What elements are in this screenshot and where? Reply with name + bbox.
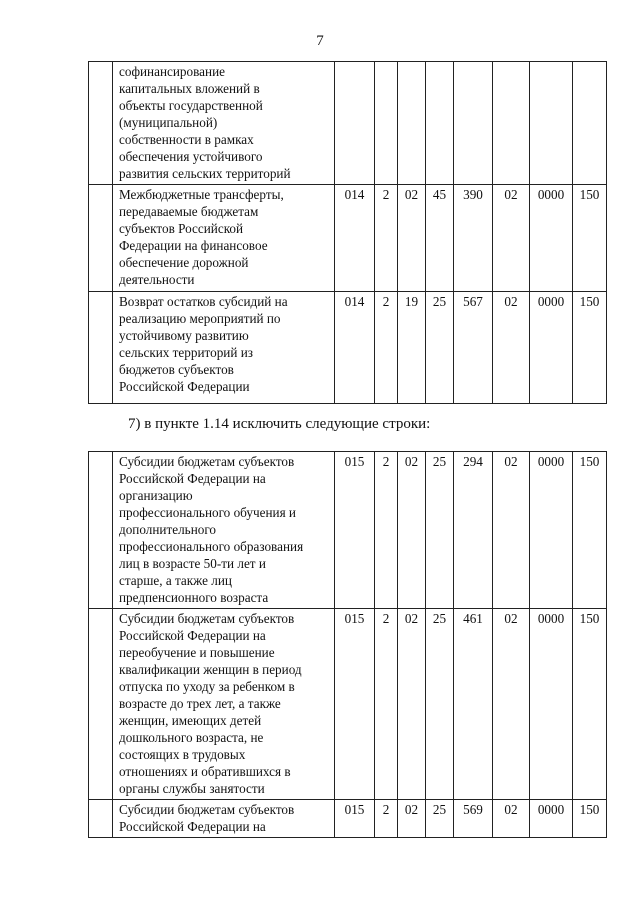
- row-number-cell: [89, 800, 113, 838]
- classification-code-cell: [573, 62, 607, 185]
- group-code-cell: 2: [375, 292, 398, 404]
- row-number-cell: [89, 292, 113, 404]
- subarticle-code-cell: 569: [454, 800, 493, 838]
- element-code-cell: 02: [493, 292, 530, 404]
- subgroup-code-cell: 02: [398, 185, 426, 292]
- description-cell: Возврат остатков субсидий на реализацию мероприятий по устойчивому развитию сельских территорий из бюджетов субъектов Российской Федерации: [113, 292, 335, 404]
- admin-code-cell: [335, 62, 375, 185]
- table-row: [89, 452, 607, 609]
- group-code-cell: 2: [375, 800, 398, 838]
- subarticle-code-cell: 461: [454, 609, 493, 800]
- element-code-cell: 02: [493, 452, 530, 609]
- classification-code-cell: 150: [573, 452, 607, 609]
- program-code-cell: 0000: [530, 185, 573, 292]
- table-row: [89, 62, 607, 185]
- classification-code-cell: 150: [573, 800, 607, 838]
- description-cell: Субсидии бюджетам субъектов Российской Федерации на организацию профессионального обучения и дополнительного профессионального образования лиц в возрасте 50-ти лет и старше, а также лиц предпенсионного возраста: [113, 452, 335, 609]
- element-code-cell: 02: [493, 185, 530, 292]
- classification-code-cell: 150: [573, 609, 607, 800]
- program-code-cell: 0000: [530, 800, 573, 838]
- admin-code-cell: 015: [335, 452, 375, 609]
- description-cell: Межбюджетные трансферты, передаваемые бюджетам субъектов Российской Федерации на финансовое обеспечение дорожной деятельности: [113, 185, 335, 292]
- subgroup-code-cell: 02: [398, 609, 426, 800]
- program-code-cell: [530, 62, 573, 185]
- element-code-cell: [493, 62, 530, 185]
- subgroup-code-cell: 02: [398, 800, 426, 838]
- row-number-cell: [89, 609, 113, 800]
- subgroup-code-cell: 02: [398, 452, 426, 609]
- row-number-cell: [89, 185, 113, 292]
- program-code-cell: 0000: [530, 609, 573, 800]
- admin-code-cell: 015: [335, 800, 375, 838]
- classification-code-cell: 150: [573, 185, 607, 292]
- article-code-cell: 25: [426, 609, 454, 800]
- row-number-cell: [89, 452, 113, 609]
- amendment-instruction: 7) в пункте 1.14 исключить следующие строки:: [128, 416, 431, 432]
- subarticle-code-cell: 390: [454, 185, 493, 292]
- budget-codes-table-continued: [88, 61, 607, 404]
- page-number: 7: [316, 33, 324, 49]
- article-code-cell: 25: [426, 800, 454, 838]
- table-row: [89, 800, 607, 838]
- program-code-cell: 0000: [530, 452, 573, 609]
- classification-code-cell: 150: [573, 292, 607, 404]
- program-code-cell: 0000: [530, 292, 573, 404]
- element-code-cell: 02: [493, 800, 530, 838]
- admin-code-cell: 014: [335, 292, 375, 404]
- article-code-cell: 25: [426, 292, 454, 404]
- group-code-cell: [375, 62, 398, 185]
- description-cell: Субсидии бюджетам субъектов Российской Федерации на переобучение и повышение квалификации женщин в период отпуска по уходу за ребенком в возрасте до трех лет, а также женщин, имеющих детей дошкольного возраста, не состоящих в трудовых отношениях и обратившихся в органы службы занятости: [113, 609, 335, 800]
- element-code-cell: 02: [493, 609, 530, 800]
- description-cell: софинансирование капитальных вложений в объекты государственной (муниципальной) собственности в рамках обеспечения устойчивого развития сельских территорий: [113, 62, 335, 185]
- subarticle-code-cell: 294: [454, 452, 493, 609]
- subarticle-code-cell: [454, 62, 493, 185]
- group-code-cell: 2: [375, 609, 398, 800]
- article-code-cell: 45: [426, 185, 454, 292]
- row-number-cell: [89, 62, 113, 185]
- excluded-rows-table: [88, 451, 607, 838]
- table-row: [89, 609, 607, 800]
- article-code-cell: 25: [426, 452, 454, 609]
- article-code-cell: [426, 62, 454, 185]
- admin-code-cell: 015: [335, 609, 375, 800]
- table-row: [89, 185, 607, 292]
- subgroup-code-cell: [398, 62, 426, 185]
- table-row: [89, 292, 607, 404]
- description-cell: Субсидии бюджетам субъектов Российской Федерации на: [113, 800, 335, 838]
- group-code-cell: 2: [375, 452, 398, 609]
- admin-code-cell: 014: [335, 185, 375, 292]
- group-code-cell: 2: [375, 185, 398, 292]
- subgroup-code-cell: 19: [398, 292, 426, 404]
- subarticle-code-cell: 567: [454, 292, 493, 404]
